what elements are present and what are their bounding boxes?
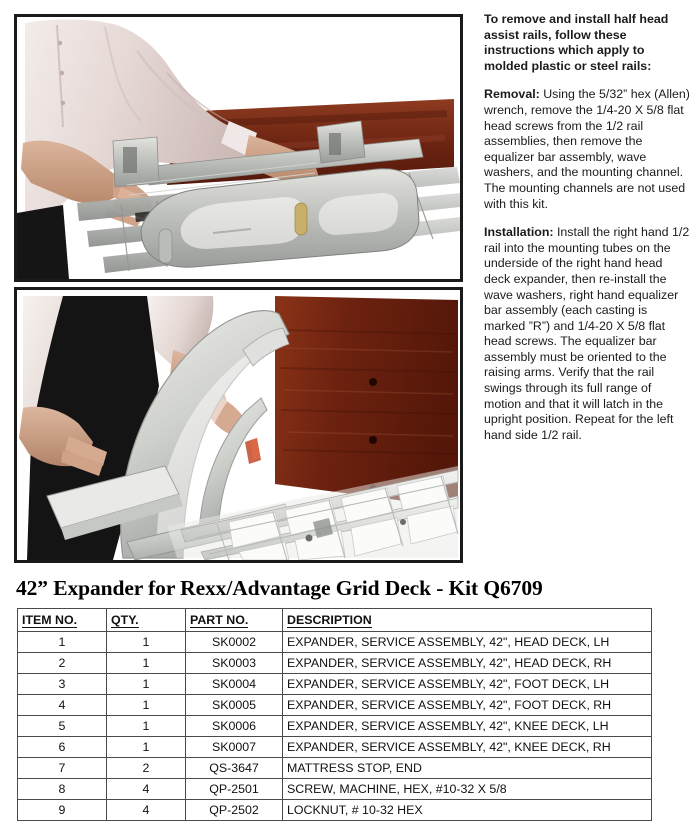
cell-description: EXPANDER, SERVICE ASSEMBLY, 42", KNEE DECK, RH bbox=[283, 737, 652, 758]
cell-qty: 1 bbox=[107, 737, 186, 758]
table-row bbox=[18, 779, 652, 800]
cell-item-no: 3 bbox=[18, 674, 107, 695]
cell-item-no: 1 bbox=[18, 632, 107, 653]
cell-part-no: SK0006 bbox=[186, 716, 283, 737]
installation-label: Installation: bbox=[484, 225, 554, 240]
cell-description: EXPANDER, SERVICE ASSEMBLY, 42", HEAD DECK, LH bbox=[283, 632, 652, 653]
cell-part-no: SK0003 bbox=[186, 653, 283, 674]
photo-removal-image bbox=[17, 17, 460, 279]
installation-text: Install the right hand 1/2 rail into the mounting tubes on the underside of the right hand head deck expander, then re-install the wave washers, right hand equalizer bar assembly (each casting is marked ”R”) and 1/4-20 X 5/8 flat head screws. The equalizer bar assembly must be oriented to the raising arms. Verify that the rail swings through its full range of motion and that it will latch in the upright position. Repeat for the left hand side 1/2 rail. bbox=[484, 225, 690, 442]
page-title: 42” Expander for Rexx/Advantage Grid Deck - Kit Q6709 bbox=[16, 576, 543, 600]
table-header-row bbox=[18, 609, 652, 632]
photo-removal bbox=[14, 14, 463, 282]
column-header-item-no: ITEM NO. bbox=[18, 609, 107, 632]
table-row bbox=[18, 758, 652, 779]
cell-item-no: 2 bbox=[18, 653, 107, 674]
parts-table-body bbox=[18, 632, 652, 821]
cell-part-no: QS-3647 bbox=[186, 758, 283, 779]
installation-paragraph bbox=[484, 225, 690, 443]
photo-installation bbox=[14, 287, 463, 563]
cell-part-no: SK0005 bbox=[186, 695, 283, 716]
instructions-lead-paragraph: To remove and install half head assist rails, follow these instructions which apply to molded plastic or steel rails: bbox=[484, 12, 669, 73]
parts-table bbox=[17, 608, 652, 821]
table-row bbox=[18, 632, 652, 653]
cell-part-no: SK0004 bbox=[186, 674, 283, 695]
column-header-part-no: PART NO. bbox=[186, 609, 283, 632]
parts-table-container bbox=[17, 608, 615, 821]
table-row bbox=[18, 674, 652, 695]
instructions-column bbox=[484, 12, 690, 456]
cell-qty: 2 bbox=[107, 758, 186, 779]
removal-text: Using the 5/32” hex (Allen) wrench, remove the 1/4-20 X 5/8 flat head screws from the 1/2 rail assemblies, then remove the equalizer bar assembly, wave washers, and the mounting channel. The mounting channels are not used with this kit. bbox=[484, 87, 690, 211]
cell-description: SCREW, MACHINE, HEX, #10-32 X 5/8 bbox=[283, 779, 652, 800]
removal-label: Removal: bbox=[484, 87, 540, 102]
cell-qty: 1 bbox=[107, 716, 186, 737]
cell-item-no: 8 bbox=[18, 779, 107, 800]
cell-part-no: QP-2501 bbox=[186, 779, 283, 800]
cell-part-no: QP-2502 bbox=[186, 800, 283, 821]
cell-item-no: 5 bbox=[18, 716, 107, 737]
parts-table-head bbox=[18, 609, 652, 632]
cell-part-no: SK0002 bbox=[186, 632, 283, 653]
cell-item-no: 7 bbox=[18, 758, 107, 779]
cell-item-no: 9 bbox=[18, 800, 107, 821]
cell-qty: 1 bbox=[107, 632, 186, 653]
table-row bbox=[18, 800, 652, 821]
cell-qty: 1 bbox=[107, 674, 186, 695]
cell-qty: 4 bbox=[107, 779, 186, 800]
cell-description: EXPANDER, SERVICE ASSEMBLY, 42", KNEE DECK, LH bbox=[283, 716, 652, 737]
cell-qty: 4 bbox=[107, 800, 186, 821]
cell-qty: 1 bbox=[107, 695, 186, 716]
column-header-description: DESCRIPTION bbox=[283, 609, 652, 632]
column-header-qty: QTY. bbox=[107, 609, 186, 632]
cell-part-no: SK0007 bbox=[186, 737, 283, 758]
cell-description: EXPANDER, SERVICE ASSEMBLY, 42", FOOT DECK, RH bbox=[283, 695, 652, 716]
cell-description: MATTRESS STOP, END bbox=[283, 758, 652, 779]
cell-item-no: 6 bbox=[18, 737, 107, 758]
cell-description: LOCKNUT, # 10-32 HEX bbox=[283, 800, 652, 821]
table-row bbox=[18, 653, 652, 674]
photo-installation-image bbox=[17, 290, 460, 560]
cell-description: EXPANDER, SERVICE ASSEMBLY, 42", HEAD DECK, RH bbox=[283, 653, 652, 674]
removal-paragraph bbox=[484, 87, 690, 212]
table-row bbox=[18, 716, 652, 737]
table-row bbox=[18, 695, 652, 716]
cell-description: EXPANDER, SERVICE ASSEMBLY, 42", FOOT DECK, LH bbox=[283, 674, 652, 695]
cell-qty: 1 bbox=[107, 653, 186, 674]
table-row bbox=[18, 737, 652, 758]
cell-item-no: 4 bbox=[18, 695, 107, 716]
